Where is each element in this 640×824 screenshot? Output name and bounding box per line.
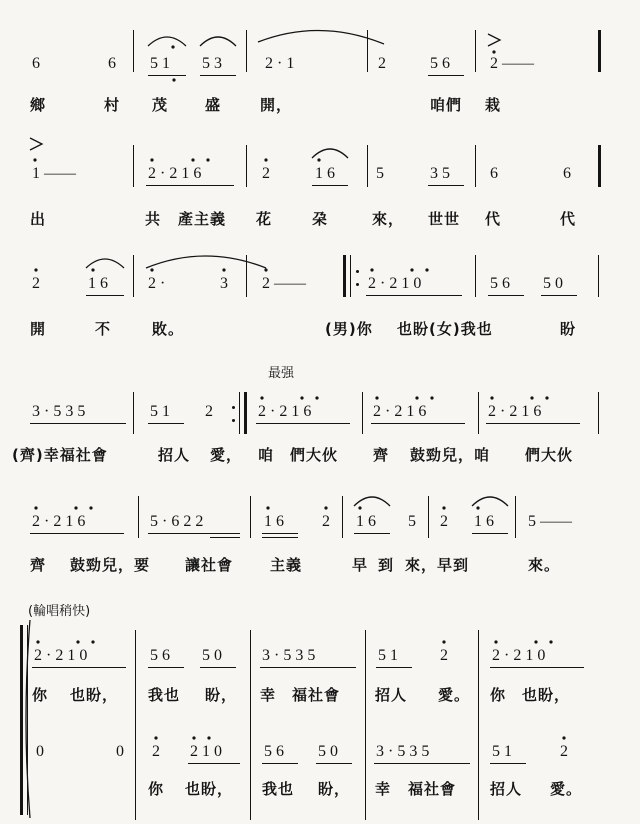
note-group-210: 2 1 0 [190,743,222,760]
octave-dot [490,396,493,399]
lyric: 朶 [312,210,329,228]
lyric: 齊 [30,556,47,574]
underline [472,533,508,534]
lyric: 招人 [158,446,191,464]
lyric: 幸 [260,686,277,704]
octave-dot [358,506,361,509]
barline [598,255,599,297]
octave-dot [192,736,195,739]
slur [312,149,348,158]
tempo-marking: (輪唱稍快) [28,604,91,619]
barline [250,630,251,820]
note-group-2-dot-210: 2 · 2 1 0 [34,647,88,664]
note-2: 2 [152,743,160,760]
octave-dot [260,396,263,399]
lyric: 咱們 [430,96,463,114]
lyric: 鼓勁兒，咱 [410,446,491,464]
lyric: 花 [256,210,273,228]
lyric: 福社會 [292,686,341,704]
underline [86,295,124,296]
barline [475,255,476,297]
lyric: 盼， [318,780,351,798]
note-group-2-dot-216: 2 · 2 1 6 [258,403,312,420]
note-group-35: 3 5 [430,165,450,182]
note-group-2-dot-216: 2 · 2 1 6 [488,403,542,420]
lyric: 愛。 [438,686,471,704]
underline [188,763,240,764]
octave-dot [222,268,225,271]
octave-dot [442,640,445,643]
underline [541,295,577,296]
octave-dot [36,640,39,643]
underline [200,75,236,76]
note-2: 2 [440,647,448,664]
barline [478,392,479,434]
octave-dot [191,158,194,161]
underline [371,423,465,424]
slur [200,37,236,46]
barline [246,255,247,297]
underline [428,75,464,76]
note-5: 5 [408,513,416,530]
barline [598,30,601,72]
underline [366,295,462,296]
octave-dot [530,396,533,399]
lyric: 開 [30,320,47,338]
note-group-50: 5 0 [202,647,222,664]
note-6: 6 [490,165,498,182]
note-6: 6 [108,55,116,72]
underline [256,423,350,424]
octave-dot [91,640,94,643]
lyric: 也盼， [70,686,119,704]
note-group-2-dot-216: 2 · 2 1 6 [148,165,202,182]
octave-dot [415,396,418,399]
lyric: 你 [148,780,165,798]
repeat-dot [356,270,359,273]
lyric: 出 [30,210,47,228]
underline [148,423,184,424]
octave-dot [315,396,318,399]
barline [250,496,251,538]
barline [135,630,136,820]
barline [133,255,134,297]
lyric: 敗。 [152,320,185,338]
octave-dot [76,640,79,643]
underline [146,185,234,186]
note-group-51: 5 1 [150,403,170,420]
note-3: 3 [220,275,228,292]
lyric: 齊 [373,446,390,464]
barline [133,392,134,434]
accent-mark [30,138,42,150]
lyric: 福社會 [408,780,457,798]
octave-dot [171,45,174,48]
barline [365,630,366,820]
tie [146,256,266,268]
note-group-53: 5 3 [202,55,222,72]
note-group-50: 5 0 [543,275,563,292]
barline [598,145,601,187]
underline [148,667,184,668]
octave-dot [74,506,77,509]
underline [374,763,470,764]
octave-dot [34,506,37,509]
underline [262,537,298,538]
note-group-16: 1 6 [264,513,284,530]
lyric: 咱 [258,446,275,464]
note-2-held: 2 —— [262,275,306,292]
note-group-56: 5 6 [490,275,510,292]
octave-dot [91,268,94,271]
octave-dot [264,158,267,161]
note-5-held: 5 —— [528,513,572,530]
lyric: 茂 [152,96,169,114]
lyric: 鄉 [30,96,47,114]
underline [262,533,298,534]
underline [486,423,580,424]
note-group-16: 1 6 [474,513,494,530]
lyric: 讓社會 [185,556,234,574]
underline [32,667,126,668]
octave-dot [442,506,445,509]
octave-dot [89,506,92,509]
lyric: 栽 [485,96,502,114]
note-group-56: 5 6 [264,743,284,760]
lyric: 也盼， [185,780,234,798]
lyric: 招人 [375,686,408,704]
barline [478,630,479,820]
underline [354,533,390,534]
lyric: 盼 [560,320,577,338]
underline [30,423,126,424]
lyric: 們大伙 [290,446,339,464]
note-1-held: 1 —— [32,165,76,182]
lyric: 們大伙 [525,446,574,464]
barline [428,496,429,538]
barline [515,496,516,538]
octave-dot [534,640,537,643]
slur [354,497,390,506]
underline [30,533,124,534]
barline [475,145,476,187]
barline [246,145,247,187]
note-group-56: 5 6 [150,647,170,664]
lyric: 早 [352,556,369,574]
repeat-end-barline [244,392,247,434]
octave-dot [154,736,157,739]
rest-0: 0 [36,743,44,760]
lyric: 我也 [148,686,181,704]
repeat-dot [232,406,235,409]
barline [350,255,351,297]
octave-dot [370,268,373,271]
barline [246,30,247,72]
lyric: 世世 [428,210,461,228]
lyric: 我也 [262,780,295,798]
octave-dot [562,736,565,739]
note-group-2-dot-216: 2 · 2 1 6 [32,513,86,530]
note-6: 6 [32,55,40,72]
underline [376,667,412,668]
note-group-51: 5 1 [492,743,512,760]
lyric: 村 [104,96,121,114]
lyric: 盛 [205,96,222,114]
barline [367,30,368,72]
octave-dot [425,268,428,271]
repeat-start-barline [343,255,346,297]
underline [260,667,356,668]
octave-dot [207,736,210,739]
lyric: (男)你 [325,320,373,338]
lyric: 愛， [210,446,243,464]
lyric: 也盼， [522,686,571,704]
underline [200,667,236,668]
rest-0: 0 [116,743,124,760]
note-group-16: 1 6 [356,513,376,530]
slur [86,259,124,268]
dynamic-marking: 最强 [268,366,295,381]
octave-dot [300,396,303,399]
lyric: 產主義 [178,210,227,228]
note-group-2-dot-1: 2 · 1 [265,55,295,72]
barline [367,145,368,187]
note-2-dot: 2 · [148,275,166,292]
lyric: 來。 [528,556,561,574]
lyric: 愛。 [550,780,583,798]
lyric: (齊)幸福社會 [12,446,108,464]
system-bracket-line [20,625,23,815]
note-group-2-dot-210: 2 · 2 1 0 [368,275,422,292]
note-2: 2 [378,55,386,72]
note-group-3-dot-535: 3 · 5 3 5 [376,743,430,760]
barline [598,392,599,434]
barline [239,392,240,434]
note-2: 2 [205,403,213,420]
note-group-2-dot-210: 2 · 2 1 0 [492,647,546,664]
lyric: 也盼(女)我也 [397,320,493,338]
note-group-16: 1 6 [315,165,335,182]
octave-dot [375,396,378,399]
underline [262,763,298,764]
octave-dot [410,268,413,271]
octave-dot [476,506,479,509]
lyric: 你 [32,686,49,704]
octave-dot [317,158,320,161]
lyric: 開， [260,96,293,114]
note-2: 2 [262,165,270,182]
note-group-50: 5 0 [318,743,338,760]
note-5: 5 [376,165,384,182]
octave-dot [34,268,37,271]
underline [148,75,186,76]
note-6: 6 [563,165,571,182]
octave-dot [33,158,36,161]
underline [210,537,240,538]
octave-dot [324,506,327,509]
barline [362,392,363,434]
underline [428,185,464,186]
barline [138,496,139,538]
note-group-56: 5 6 [430,55,450,72]
barline [27,625,28,815]
barline [133,30,134,72]
slur [472,497,508,506]
barline [342,496,343,538]
octave-dot [172,78,175,81]
note-2: 2 [322,513,330,530]
underline [490,667,584,668]
octave-dot [206,158,209,161]
repeat-dot [356,283,359,286]
lyric: 代 [485,210,502,228]
underline [148,533,240,534]
octave-dot [150,268,153,271]
lyric: 盼， [205,686,238,704]
note-group-51: 5 1 [378,647,398,664]
underline [312,185,348,186]
lyric: 代 [560,210,577,228]
note-group-2-dot-216: 2 · 2 1 6 [373,403,427,420]
lyric: 共 [145,210,162,228]
lyric: 來，早到 [405,556,470,574]
lyric: 招人 [490,780,523,798]
octave-dot [430,396,433,399]
octave-dot [266,506,269,509]
note-group-51: 5 1 [150,55,170,72]
octave-dot [545,396,548,399]
note-group-3-dot-535: 3 · 5 3 5 [32,403,86,420]
lyric: 主義 [270,556,303,574]
repeat-dot [232,419,235,422]
lyric: 你 [490,686,507,704]
note-group-3-dot-535: 3 · 5 3 5 [262,647,316,664]
octave-dot [150,158,153,161]
lyric: 到 [378,556,395,574]
note-group-5-dot-622: 5 · 6 2 2 [150,513,204,530]
accent-mark [488,34,500,46]
barline [133,145,134,187]
octave-dot [549,640,552,643]
octave-dot [492,50,495,53]
lyric: 幸 [375,780,392,798]
underline [316,763,352,764]
lyric: 不 [95,320,112,338]
lyric: 鼓勁兒，要 [70,556,151,574]
tie [258,30,384,44]
note-2: 2 [560,743,568,760]
note-2: 2 [440,513,448,530]
note-group-16: 1 6 [88,275,108,292]
octave-dot [264,268,267,271]
barline [475,30,476,72]
underline [490,763,526,764]
note-2: 2 [32,275,40,292]
note-2-held: 2 —— [490,55,534,72]
underline [488,295,524,296]
slur [148,37,186,46]
lyric: 來， [372,210,405,228]
octave-dot [494,640,497,643]
